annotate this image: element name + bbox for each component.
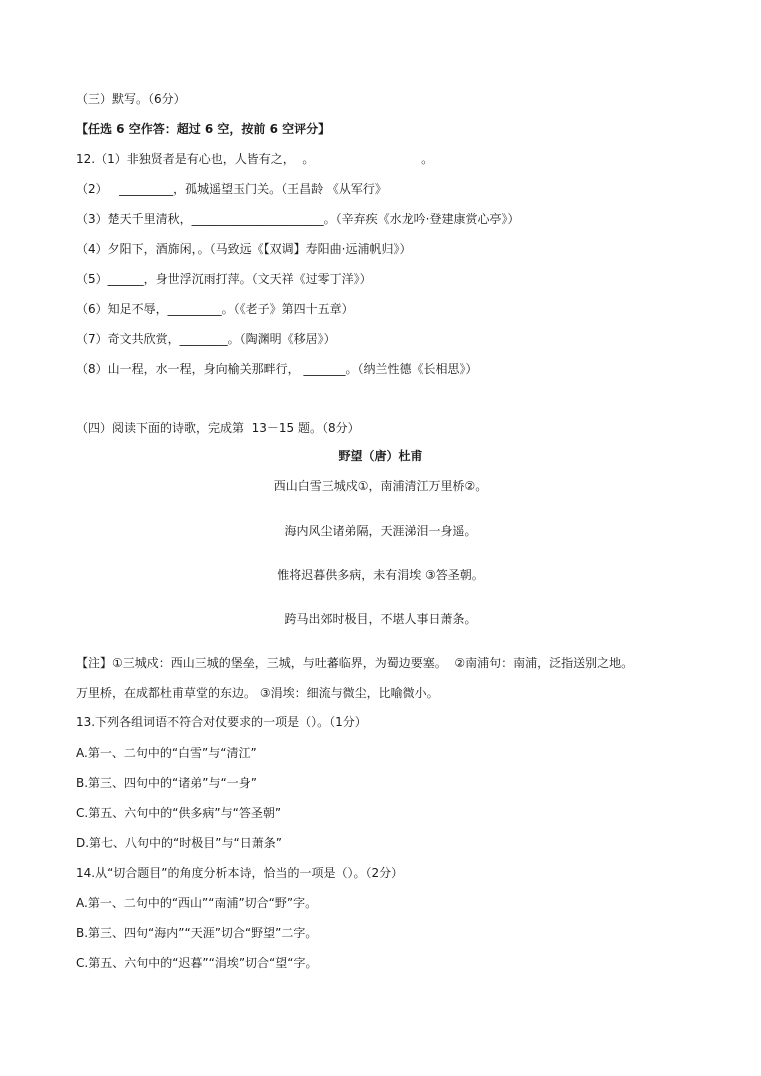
q12-line-3: （3）楚天千里清秋，______________________。（辛弃疾《水龙吟·登建康赏心亭》） bbox=[76, 212, 520, 226]
q13-option-c: C.第五、六句中的“供多病”与“答圣朝” bbox=[76, 806, 282, 820]
q12-line-1: 12.（1）非独贤者是有心也，人皆有之， 。 。 bbox=[76, 152, 434, 166]
q12-line-5: （5）______，身世浮沉雨打萍。（文天祥《过零丁洋》） bbox=[76, 272, 372, 286]
poem-line-3: 惟将迟暮供多病，未有涓埃 ③答圣朝。 bbox=[277, 568, 484, 582]
q12-line-6: （6）知足不辱，_________。（《老子》第四十五章） bbox=[76, 302, 354, 316]
q12-line-7: （7）奇文共欣赏，________。（陶渊明《移居》） bbox=[76, 332, 336, 346]
q14-option-a: A.第一、二句中的“西山”“南浦”切合“野”字。 bbox=[76, 896, 318, 910]
q13-option-d: D.第七、八句中的“时极目”与“日萧条” bbox=[76, 836, 282, 850]
q13-option-b: B.第三、四句中的“诸弟”与“一身” bbox=[76, 776, 257, 790]
poem-line-2: 海内风尘诸弟隔，天涯涕泪一身遥。 bbox=[284, 524, 477, 538]
q12-line-2: （2） _________，孤城遥望玉门关。（王昌龄 《从军行》 bbox=[76, 182, 387, 196]
q13-option-a: A.第一、二句中的“白雪”与“清江” bbox=[76, 746, 257, 760]
section-4-title: （四）阅读下面的诗歌，完成第 13－15 题。（8分） bbox=[76, 421, 360, 435]
poem-line-4: 跨马出郊时极目，不堪人事日萧条。 bbox=[284, 612, 477, 626]
q14-option-b: B.第三、四句“海内”“天涯”切合“野望”二字。 bbox=[76, 926, 318, 940]
poem-line-1: 西山白雪三城戍①，南浦清江万里桥②。 bbox=[273, 479, 488, 493]
q14-option-c: C.第五、六句中的“迟暮”“涓埃”切合“望“字。 bbox=[76, 956, 318, 970]
section-3-instruction: 【任选 6 空作答：超过 6 空，按前 6 空评分】 bbox=[76, 122, 331, 136]
q12-line-8: （8）山一程，水一程，身向榆关那畔行， _______。（纳兰性德《长相思》） bbox=[76, 362, 478, 376]
q14-stem: 14.从“切合题目”的角度分析本诗，恰当的一项是（）。（2分） bbox=[76, 866, 404, 880]
section-3-title: （三）默写。（6分） bbox=[76, 92, 186, 106]
q12-line-4: （4）夕阳下，酒旆闲，。（马致远《【双调】寿阳曲·远浦帆归》） bbox=[76, 242, 412, 256]
poem-note-2: 万里桥，在成都杜甫草堂的东边。 ③涓埃：细流与微尘，比喻微小。 bbox=[76, 686, 439, 700]
poem-note-1: 【注】①三城戍：西山三城的堡垒，三城，与吐蕃临界，为蜀边要塞。 ②南浦句：南浦，泛指送别之地。 bbox=[76, 656, 634, 670]
q13-stem: 13.下列各组词语不符合对仗要求的一项是（）。（1分） bbox=[76, 715, 367, 729]
poem-title: 野望（唐）杜甫 bbox=[338, 449, 423, 463]
